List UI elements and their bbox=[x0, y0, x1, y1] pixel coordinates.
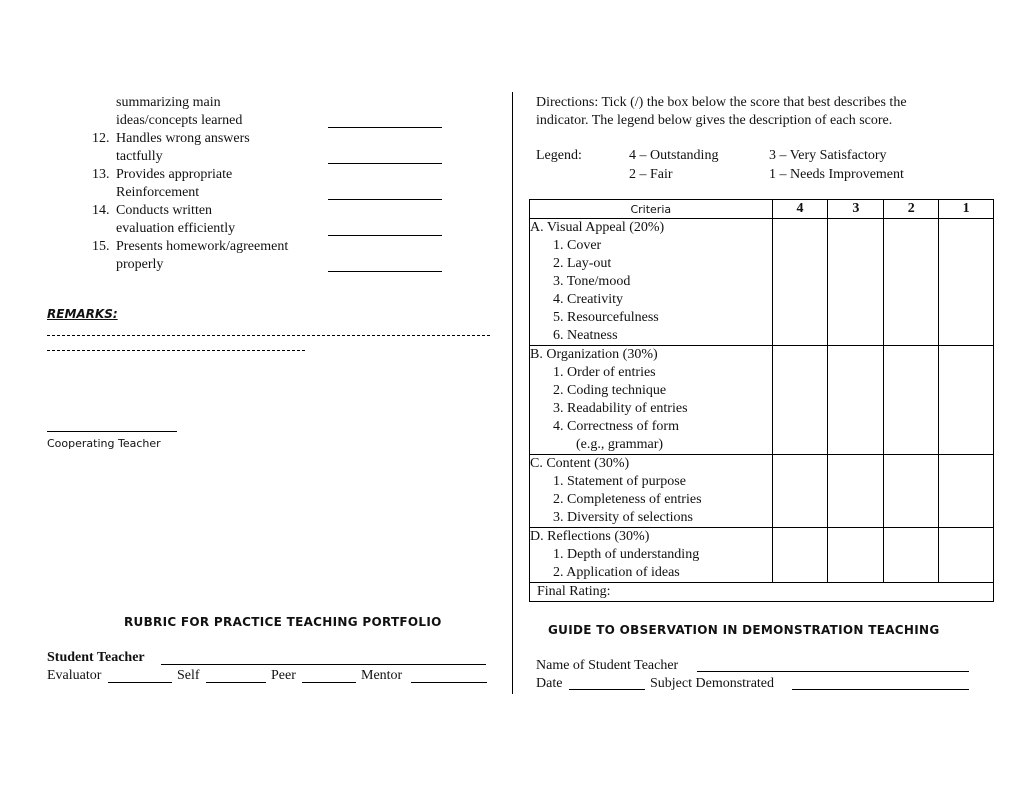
score-header-3: 3 bbox=[828, 200, 884, 219]
item-12-num: 12. bbox=[92, 131, 110, 146]
list-item: 5. Resourcefulness bbox=[553, 310, 659, 325]
score-cell-a-4[interactable] bbox=[772, 219, 828, 346]
section-b bbox=[530, 346, 773, 455]
signature-line[interactable] bbox=[47, 431, 177, 432]
score-cell-a-3[interactable] bbox=[828, 219, 884, 346]
section-c-title: C. Content (30%) bbox=[530, 456, 630, 471]
list-item: 4. Creativity bbox=[553, 292, 623, 307]
table-row bbox=[530, 219, 994, 346]
criteria-header: Criteria bbox=[530, 200, 773, 219]
rubric-title: RUBRIC FOR PRACTICE TEACHING PORTFOLIO bbox=[124, 615, 442, 629]
section-b-title: B. Organization (30%) bbox=[530, 347, 658, 362]
item-12-line2: tactfully bbox=[116, 149, 163, 164]
item-14-line2: evaluation efficiently bbox=[116, 221, 236, 236]
score-header-2: 2 bbox=[884, 200, 939, 219]
subject-label: Subject Demonstrated bbox=[650, 676, 775, 691]
score-cell-b-4[interactable] bbox=[772, 346, 828, 455]
item-13-line2: Reinforcement bbox=[116, 185, 200, 200]
legend-3: 3 – Very Satisfactory bbox=[769, 148, 887, 163]
table-row bbox=[530, 346, 994, 455]
score-blank-14[interactable] bbox=[328, 235, 442, 236]
item-15-line1: Presents homework/agreement bbox=[116, 239, 289, 254]
score-blank-11[interactable] bbox=[328, 127, 442, 128]
directions-line-2: indicator. The legend below gives the description of each score. bbox=[536, 113, 893, 128]
date-field[interactable] bbox=[569, 689, 645, 690]
item-15-num: 15. bbox=[92, 239, 110, 254]
list-item: 1. Statement of purpose bbox=[553, 474, 686, 489]
directions-line-1: Directions: Tick (/) the box below the score that best describes the bbox=[536, 95, 907, 110]
rubric-table bbox=[529, 199, 994, 602]
score-cell-d-4[interactable] bbox=[772, 528, 828, 583]
list-item: 2. Coding technique bbox=[553, 383, 667, 398]
score-cell-b-2[interactable] bbox=[884, 346, 939, 455]
self-label: Self bbox=[177, 668, 200, 683]
evaluator-label: Evaluator bbox=[47, 668, 102, 683]
table-row bbox=[530, 455, 994, 528]
score-cell-c-4[interactable] bbox=[772, 455, 828, 528]
score-cell-c-1[interactable] bbox=[939, 455, 994, 528]
item-12-line1: Handles wrong answers bbox=[116, 131, 250, 146]
remarks-line-2[interactable] bbox=[47, 350, 305, 351]
subject-field[interactable] bbox=[792, 689, 969, 690]
item-15-line2: properly bbox=[116, 257, 164, 272]
table-header-row bbox=[530, 200, 994, 219]
peer-field[interactable] bbox=[302, 682, 356, 683]
legend-2: 2 – Fair bbox=[629, 167, 673, 182]
student-teacher-label: Student Teacher bbox=[47, 650, 145, 665]
score-blank-13[interactable] bbox=[328, 199, 442, 200]
peer-label: Peer bbox=[271, 668, 296, 683]
list-item: 1. Order of entries bbox=[553, 365, 656, 380]
remarks-label: REMARKS: bbox=[47, 307, 118, 321]
center-divider bbox=[512, 92, 513, 694]
guide-title: GUIDE TO OBSERVATION IN DEMONSTRATION TEACHING bbox=[548, 623, 940, 637]
list-item: 2. Lay-out bbox=[553, 256, 612, 271]
score-header-4: 4 bbox=[772, 200, 828, 219]
table-row bbox=[530, 528, 994, 583]
score-cell-d-2[interactable] bbox=[884, 528, 939, 583]
score-blank-15[interactable] bbox=[328, 271, 442, 272]
score-cell-d-1[interactable] bbox=[939, 528, 994, 583]
final-rating-row bbox=[530, 583, 994, 602]
item-11-line1: summarizing main bbox=[116, 95, 221, 110]
cooperating-teacher-label: Cooperating Teacher bbox=[47, 437, 161, 450]
list-item: 3. Readability of entries bbox=[553, 401, 688, 416]
score-cell-d-3[interactable] bbox=[828, 528, 884, 583]
evaluator-field[interactable] bbox=[108, 682, 172, 683]
item-13-line1: Provides appropriate bbox=[116, 167, 233, 182]
list-item: 2. Completeness of entries bbox=[553, 492, 702, 507]
list-item: 4. Correctness of form bbox=[553, 419, 679, 434]
legend-1: 1 – Needs Improvement bbox=[769, 167, 904, 182]
student-teacher-field[interactable] bbox=[161, 664, 486, 665]
section-a bbox=[530, 219, 773, 346]
list-item: 3. Diversity of selections bbox=[553, 510, 693, 525]
section-d bbox=[530, 528, 773, 583]
section-c bbox=[530, 455, 773, 528]
score-blank-12[interactable] bbox=[328, 163, 442, 164]
legend-label: Legend: bbox=[536, 148, 582, 163]
list-item-note: (e.g., grammar) bbox=[576, 437, 664, 452]
name-label: Name of Student Teacher bbox=[536, 658, 679, 673]
score-cell-c-2[interactable] bbox=[884, 455, 939, 528]
item-14-num: 14. bbox=[92, 203, 110, 218]
item-13-num: 13. bbox=[92, 167, 110, 182]
list-item: 1. Cover bbox=[553, 238, 602, 253]
mentor-field[interactable] bbox=[411, 682, 487, 683]
remarks-line-1[interactable] bbox=[47, 335, 490, 336]
item-14-line1: Conducts written bbox=[116, 203, 213, 218]
mentor-label: Mentor bbox=[361, 668, 403, 683]
final-rating[interactable]: Final Rating: bbox=[530, 583, 994, 602]
list-item: 6. Neatness bbox=[553, 328, 618, 343]
score-cell-a-2[interactable] bbox=[884, 219, 939, 346]
list-item: 1. Depth of understanding bbox=[553, 547, 700, 562]
score-cell-c-3[interactable] bbox=[828, 455, 884, 528]
list-item: 3. Tone/mood bbox=[553, 274, 631, 289]
self-field[interactable] bbox=[206, 682, 266, 683]
name-field[interactable] bbox=[697, 671, 969, 672]
item-11-line2: ideas/concepts learned bbox=[116, 113, 243, 128]
score-cell-b-1[interactable] bbox=[939, 346, 994, 455]
list-item: 2. Application of ideas bbox=[553, 565, 680, 580]
date-label: Date bbox=[536, 676, 563, 691]
section-d-title: D. Reflections (30%) bbox=[530, 529, 650, 544]
score-cell-a-1[interactable] bbox=[939, 219, 994, 346]
section-a-title: A. Visual Appeal (20%) bbox=[530, 220, 665, 235]
score-cell-b-3[interactable] bbox=[828, 346, 884, 455]
legend-4: 4 – Outstanding bbox=[629, 148, 719, 163]
score-header-1: 1 bbox=[939, 200, 994, 219]
